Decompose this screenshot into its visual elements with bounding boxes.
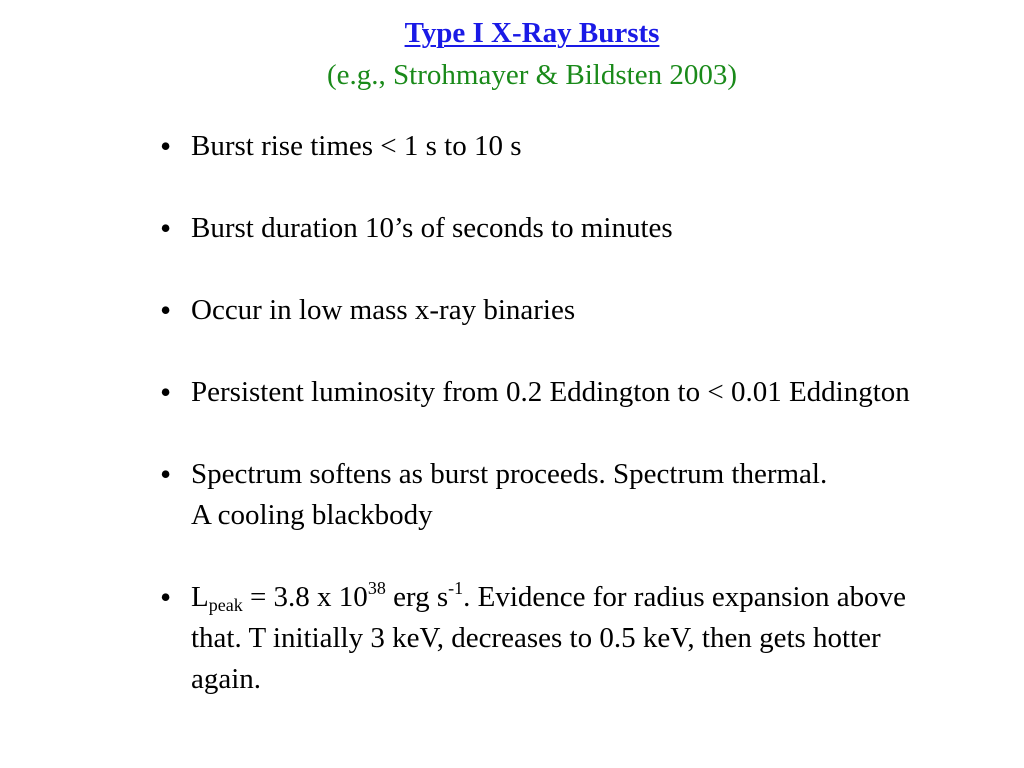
bullet-dot-icon: • bbox=[160, 579, 172, 615]
bullet-dot-icon: • bbox=[160, 128, 172, 164]
bullet-dot-icon: • bbox=[160, 292, 172, 328]
unit-exponent-superscript: -1 bbox=[448, 578, 464, 598]
bullet-text: Persistent luminosity from 0.2 Eddington to < 0.01 Eddington bbox=[191, 376, 910, 408]
bullet-duration bbox=[160, 208, 1010, 249]
bullet-dot-icon: • bbox=[160, 210, 172, 246]
bullet-text: Occur in low mass x-ray binaries bbox=[191, 294, 576, 326]
bullet-peak-luminosity bbox=[160, 577, 1010, 700]
exponent-superscript: 38 bbox=[367, 578, 386, 598]
bullet-text: Burst rise times < 1 s to 10 s bbox=[191, 130, 522, 162]
bullet-text: Burst duration 10’s of seconds to minutes bbox=[191, 212, 673, 244]
slide-title-text: Type I X-Ray Bursts bbox=[404, 17, 660, 49]
l-symbol: L bbox=[191, 581, 209, 613]
peak-subscript: peak bbox=[208, 595, 243, 615]
bullet-dot-icon: • bbox=[160, 374, 172, 410]
bullet-spectrum bbox=[160, 454, 1010, 536]
luminosity-value: = 3.8 x 10 bbox=[242, 581, 368, 613]
slide-title bbox=[0, 14, 1024, 52]
bullet-text-rest: . Evidence for radius expansion above that. T initially 3 keV, decreases to 0.5 keV, then gets hotter again. bbox=[191, 581, 907, 695]
bullet-luminosity bbox=[160, 372, 1010, 413]
bullet-rise-times bbox=[160, 126, 1010, 167]
bullet-dot-icon: • bbox=[160, 456, 172, 492]
slide-subtitle: (e.g., Strohmayer & Bildsten 2003) bbox=[327, 59, 737, 91]
bullet-binaries bbox=[160, 290, 1010, 331]
bullet-list bbox=[160, 126, 1010, 700]
bullet-text: Spectrum softens as burst proceeds. Spectrum thermal. A cooling blackbody bbox=[191, 458, 828, 531]
unit-text: erg s bbox=[385, 581, 449, 613]
